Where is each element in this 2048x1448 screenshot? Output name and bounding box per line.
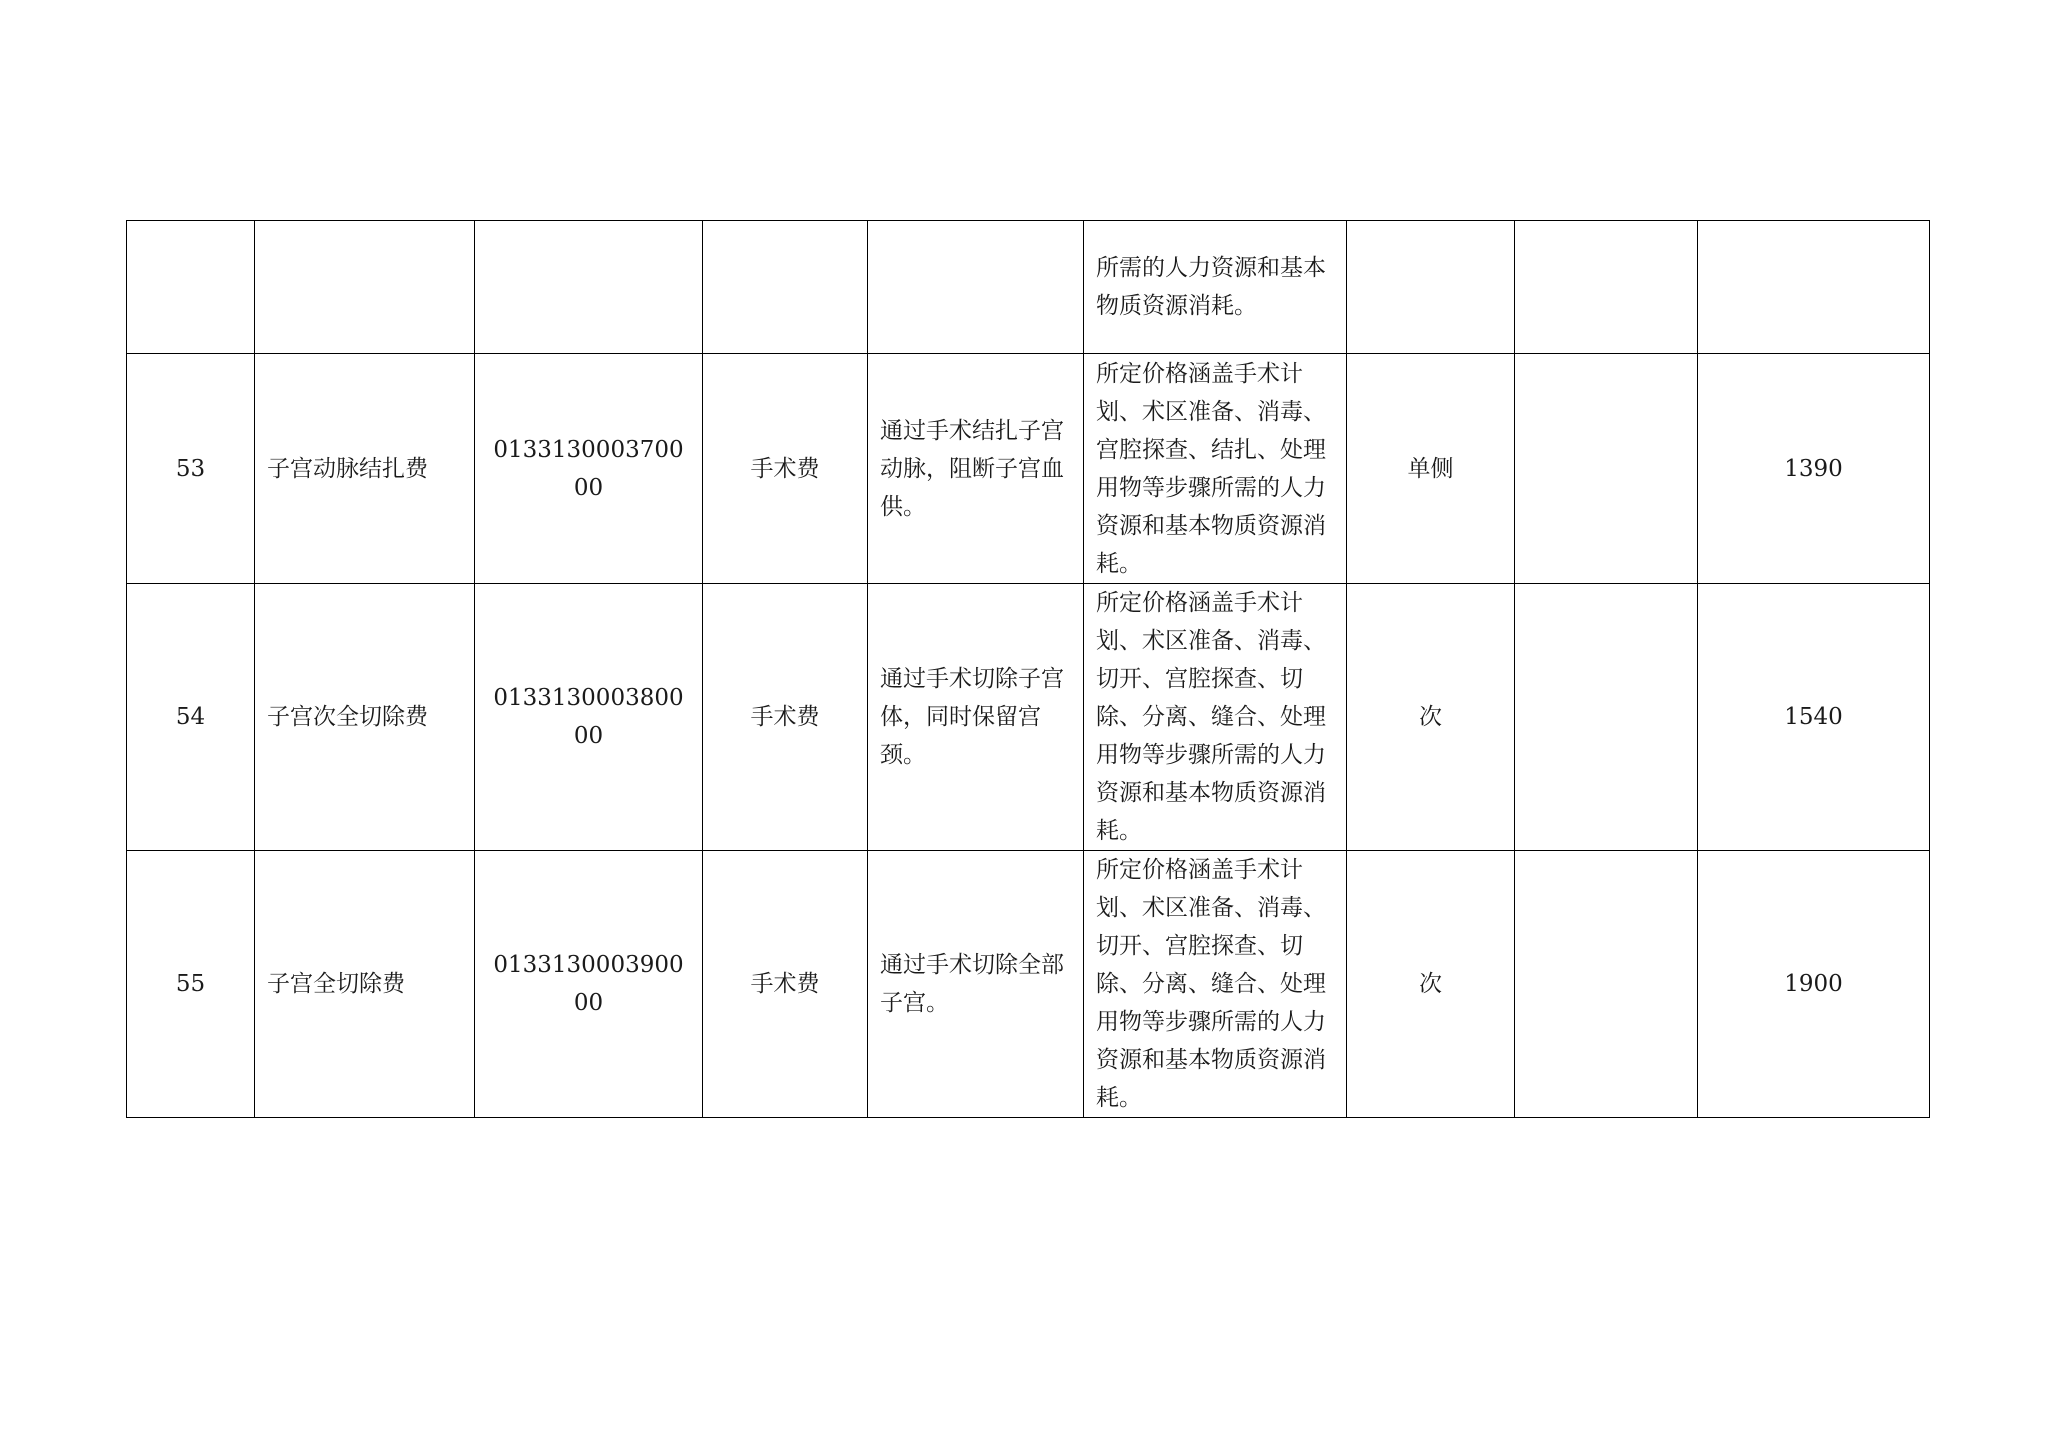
category-cell: 手术费 <box>703 584 868 851</box>
seq-cell <box>127 221 255 354</box>
connotation-cell: 通过手术结扎子宫动脉，阻断子宫血供。 <box>868 354 1084 584</box>
connotation-cell: 通过手术切除全部子宫。 <box>868 851 1084 1118</box>
table-row <box>127 354 1930 584</box>
connotation-cell <box>868 221 1084 354</box>
price-cell: 1540 <box>1698 584 1930 851</box>
code-cell <box>475 221 703 354</box>
name-cell: 子宫次全切除费 <box>255 584 475 851</box>
extra-cell <box>1515 354 1698 584</box>
price-cell: 1390 <box>1698 354 1930 584</box>
name-cell: 子宫动脉结扎费 <box>255 354 475 584</box>
extra-cell <box>1515 221 1698 354</box>
content-desc-cell: 所定价格涵盖手术计划、术区准备、消毒、宫腔探查、结扎、处理用物等步骤所需的人力资源和基本物质资源消耗。 <box>1084 354 1347 584</box>
content-desc-cell: 所定价格涵盖手术计划、术区准备、消毒、切开、宫腔探查、切除、分离、缝合、处理用物等步骤所需的人力资源和基本物质资源消耗。 <box>1084 851 1347 1118</box>
seq-cell: 54 <box>127 584 255 851</box>
extra-cell <box>1515 851 1698 1118</box>
table-row <box>127 584 1930 851</box>
code-cell: 013313000390000 <box>475 851 703 1118</box>
unit-cell: 次 <box>1347 851 1515 1118</box>
code-cell: 013313000370000 <box>475 354 703 584</box>
connotation-cell: 通过手术切除子宫体，同时保留宫颈。 <box>868 584 1084 851</box>
content-desc-cell <box>1084 221 1347 354</box>
category-cell: 手术费 <box>703 354 868 584</box>
seq-cell: 53 <box>127 354 255 584</box>
name-cell <box>255 221 475 354</box>
price-cell <box>1698 221 1930 354</box>
code-cell: 013313000380000 <box>475 584 703 851</box>
price-items-table <box>126 220 1930 1118</box>
table-row <box>127 851 1930 1118</box>
content-desc-cell: 所定价格涵盖手术计划、术区准备、消毒、切开、宫腔探查、切除、分离、缝合、处理用物等步骤所需的人力资源和基本物质资源消耗。 <box>1084 584 1347 851</box>
content-desc-text: 所需的人力资源和基本物质资源消耗。 <box>1096 255 1326 319</box>
category-cell: 手术费 <box>703 851 868 1118</box>
table-row-continuation <box>127 221 1930 354</box>
unit-cell: 次 <box>1347 584 1515 851</box>
unit-cell <box>1347 221 1515 354</box>
price-cell: 1900 <box>1698 851 1930 1118</box>
seq-cell: 55 <box>127 851 255 1118</box>
category-cell <box>703 221 868 354</box>
name-cell: 子宫全切除费 <box>255 851 475 1118</box>
extra-cell <box>1515 584 1698 851</box>
unit-cell: 单侧 <box>1347 354 1515 584</box>
